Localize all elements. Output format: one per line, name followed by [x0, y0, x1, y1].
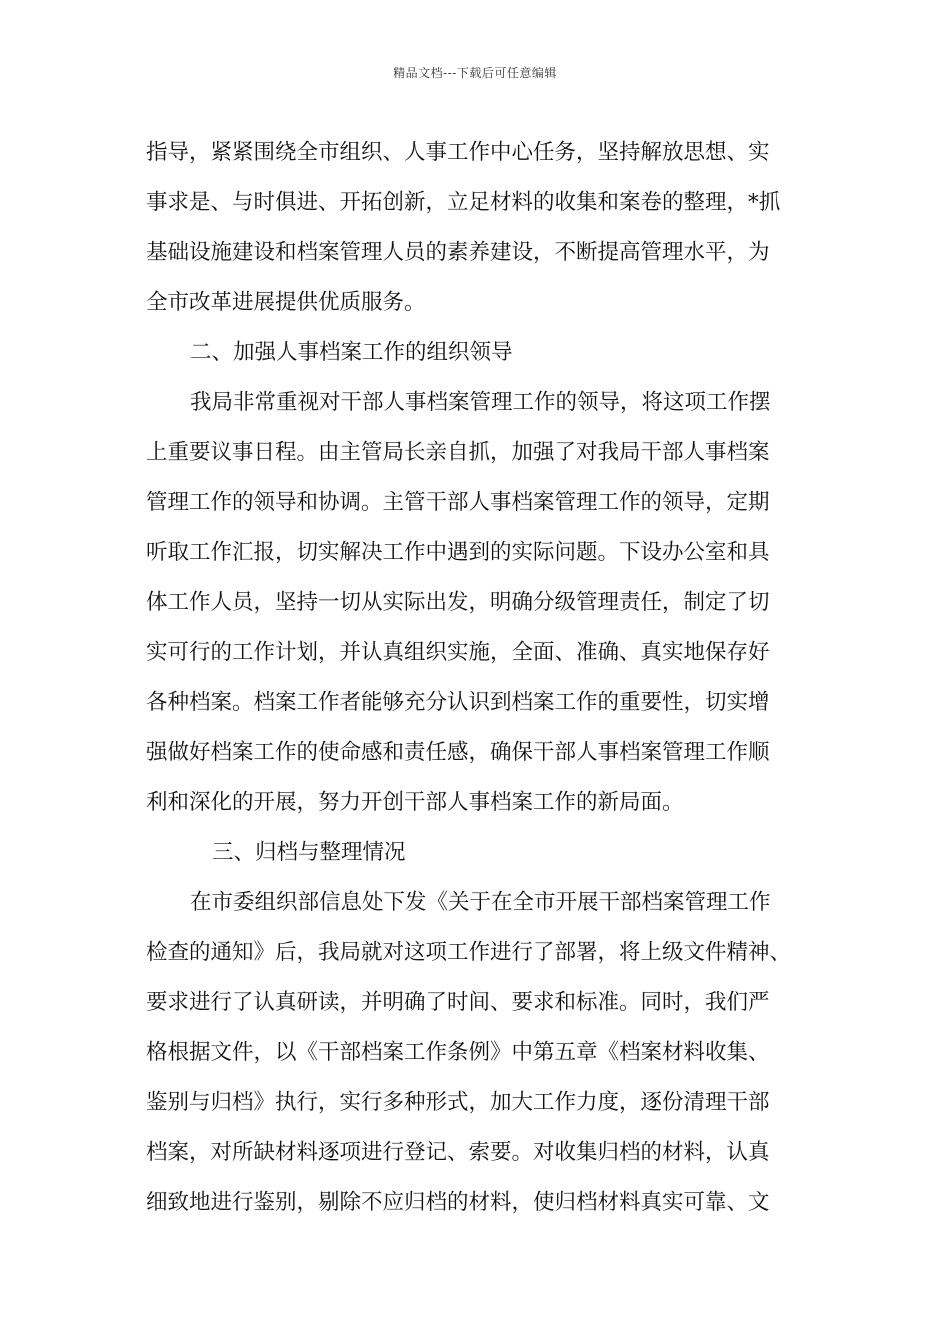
text-line: 管理工作的领导和协调。主管干部人事档案管理工作的领导，定期: [146, 490, 770, 515]
text-line: 指导，紧紧围绕全市组织、人事工作中心任务，坚持解放思想、实: [146, 140, 770, 165]
page-header: 精品文档---下载后可任意编辑: [393, 66, 557, 80]
text-line: 细致地进行鉴别，剔除不应归档的材料，使归档材料真实可靠、文: [146, 1190, 770, 1215]
text-line: 基础设施建设和档案管理人员的素养建设，不断提高管理水平，为: [146, 240, 770, 265]
text-line: 上重要议事日程。由主管局长亲自抓，加强了对我局干部人事档案: [146, 440, 770, 465]
text-line: 档案，对所缺材料逐项进行登记、索要。对收集归档的材料，认真: [146, 1140, 770, 1165]
text-line: 三、归档与整理情况: [212, 840, 406, 865]
text-line: 实可行的工作计划，并认真组织实施，全面、准确、真实地保存好: [146, 640, 770, 665]
text-line: 听取工作汇报，切实解决工作中遇到的实际问题。下设办公室和具: [146, 540, 770, 565]
text-line: 体工作人员，坚持一切从实际出发，明确分级管理责任，制定了切: [146, 590, 770, 615]
text-line: 全市改革进展提供优质服务。: [146, 290, 426, 315]
text-line: 各种档案。档案工作者能够充分认识到档案工作的重要性，切实增: [146, 690, 770, 715]
text-line: 检查的通知》后，我局就对这项工作进行了部署，将上级文件精神、: [146, 940, 792, 965]
text-line: 要求进行了认真研读，并明确了时间、要求和标准。同时，我们严: [146, 990, 770, 1015]
text-line: 强做好档案工作的使命感和责任感，确保干部人事档案管理工作顺: [146, 740, 770, 765]
text-line: 在市委组织部信息处下发《关于在全市开展干部档案管理工作: [190, 890, 771, 915]
text-line: 事求是、与时俱进、开拓创新，立足材料的收集和案卷的整理，*抓: [146, 190, 781, 215]
text-line: 利和深化的开展，努力开创干部人事档案工作的新局面。: [146, 790, 684, 815]
text-line: 格根据文件，以《干部档案工作条例》中第五章《档案材料收集、: [146, 1040, 770, 1065]
text-line: 我局非常重视对干部人事档案管理工作的领导，将这项工作摆: [190, 390, 771, 415]
text-line: 二、加强人事档案工作的组织领导: [190, 340, 513, 365]
document-body: [146, 128, 836, 1228]
text-line: 鉴别与归档》执行，实行多种形式，加大工作力度，逐份清理干部: [146, 1090, 770, 1115]
